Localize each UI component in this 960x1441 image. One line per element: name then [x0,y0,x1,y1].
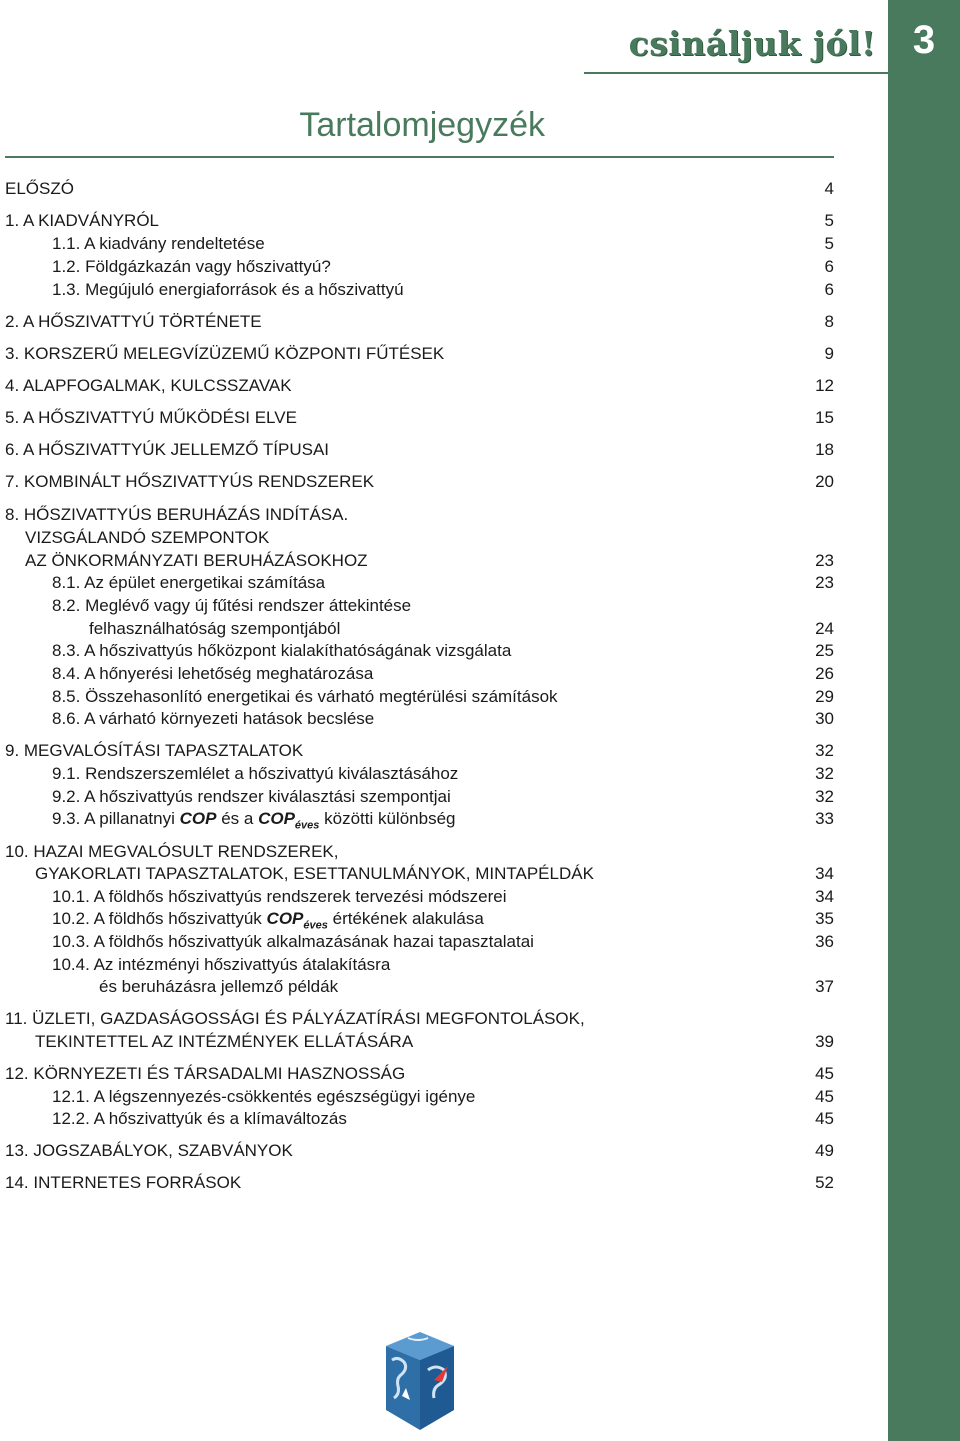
toc-entry-text[interactable]: felhasználhatóság szempontjából [89,619,341,638]
toc-entry-text[interactable]: 3. KORSZERŰ MELEGVÍZÜZEMŰ KÖZPONTI FŰTÉSEK [5,344,445,363]
cop-annual-term: $COP_{éves}$ [258,809,320,832]
toc-entry-text[interactable]: AZ ÖNKORMÁNYZATI BERUHÁZÁSOKHOZ [25,551,368,570]
toc-entry-page[interactable]: 34 [815,887,834,906]
toc-entry-text[interactable]: 10.3. A földhős hőszivattyúk alkalmazásának hazai tapasztalatai [52,932,534,951]
toc-entry-text[interactable]: 9.2. A hőszivattyús rendszer kiválasztási szempontjai [52,787,451,806]
toc-entry-page[interactable]: 45 [815,1087,834,1106]
toc-entry-text-after: közötti különbség [324,809,456,828]
toc-entry-text[interactable]: 12.2. A hőszivattyúk és a klímaváltozás [52,1109,347,1128]
toc-entry-page[interactable]: 45 [815,1109,834,1128]
toc-entry-text[interactable]: 13. JOGSZABÁLYOK, SZABVÁNYOK [5,1141,293,1160]
cop-subscript: éves [294,819,320,832]
toc-entry-page[interactable]: 20 [815,472,834,491]
toc-entry-text[interactable]: 8.2. Meglévő vagy új fűtési rendszer áttekintése [52,596,412,615]
brand-slogan: csináljuk jól! [628,24,876,63]
toc-entry-text[interactable] [52,808,456,836]
toc-entry-text[interactable]: 8. HŐSZIVATTYÚS BERUHÁZÁS INDÍTÁSA. [5,505,349,524]
toc-entry-text-after: értékének alakulása [332,909,484,928]
toc-entry-text[interactable]: és beruházásra jellemző példák [99,977,339,996]
toc-entry-text[interactable]: 9. MEGVALÓSÍTÁSI TAPASZTALATOK [5,741,304,760]
toc-entry-text[interactable]: 14. INTERNETES FORRÁSOK [5,1173,242,1192]
toc-entry-text[interactable]: 12.1. A légszennyezés-csökkentés egészségügyi igénye [52,1087,476,1106]
page-title: Tartalomjegyzék [299,106,545,144]
toc-entry-page[interactable]: 45 [815,1064,834,1083]
toc-entry-page[interactable]: 35 [815,909,834,928]
toc-entry-page[interactable]: 5 [824,234,834,253]
toc-entry-page[interactable]: 32 [815,764,834,783]
toc-entry-text[interactable]: 8.4. A hőnyerési lehetőség meghatározása [52,664,374,683]
toc-entry-text[interactable]: 8.3. A hőszivattyús hőközpont kialakíthatóságának vizsgálata [52,641,512,660]
toc-entry-text[interactable]: 1.1. A kiadvány rendeltetése [52,234,265,253]
toc-entry-text-before: 10.2. A földhős hőszivattyúk [52,909,262,928]
toc-entry-text[interactable]: VIZSGÁLANDÓ SZEMPONTOK [25,528,270,547]
cop-subscript: éves [303,919,328,932]
toc-entry-page[interactable]: 32 [815,741,834,760]
toc-entry-page[interactable]: 15 [815,408,834,427]
toc-entry-page[interactable]: 5 [824,211,834,230]
toc-entry-text[interactable]: 1.3. Megújuló energiaforrások és a hőszivattyú [52,280,404,299]
toc-entry-text[interactable]: 8.5. Összehasonlító energetikai és várható megtérülési számítások [52,687,558,706]
toc-entry-text[interactable]: 12. KÖRNYEZETI ÉS TÁRSADALMI HASZNOSSÁG [5,1064,406,1083]
toc-entry-text[interactable]: 5. A HŐSZIVATTYÚ MŰKÖDÉSI ELVE [5,408,297,427]
toc-entry-text[interactable]: 2. A HŐSZIVATTYÚ TÖRTÉNETE [5,312,262,331]
toc-entry-text-mid: és a [221,809,254,828]
toc-entry-page[interactable]: 8 [824,312,834,331]
cop-term: COP [179,809,217,828]
toc-entry-text[interactable]: GYAKORLATI TAPASZTALATOK, ESETTANULMÁNYOK, MINTAPÉLDÁK [35,864,594,883]
cop-annual-term: $COP_{éves}$ [266,909,328,932]
toc-entry-text[interactable]: 10. HAZAI MEGVALÓSULT RENDSZEREK, [5,842,339,861]
toc-entry-page[interactable]: 33 [815,809,834,828]
toc-entry-text[interactable]: 4. ALAPFOGALMAK, KULCSSZAVAK [5,376,292,395]
toc-entry-text[interactable]: 6. A HŐSZIVATTYÚK JELLEMZŐ TÍPUSAI [5,440,330,459]
page-number: 3 [912,18,936,62]
toc-entry-text[interactable]: 8.6. A várható környezeti hatások becslése [52,709,375,728]
toc-entry-page[interactable]: 4 [824,179,834,198]
toc-entry-page[interactable]: 12 [815,376,834,395]
toc-entry-page[interactable]: 23 [815,573,834,592]
toc-entry-text[interactable]: 10.4. Az intézményi hőszivattyús átalakításra [52,955,391,974]
toc-entry-text[interactable]: 9.1. Rendszerszemlélet a hőszivattyú kiválasztásához [52,764,459,783]
toc-entry-text[interactable]: 8.1. Az épület energetikai számítása [52,573,326,592]
toc-entry-text[interactable]: 1. A KIADVÁNYRÓL [5,211,160,230]
toc-entry-page[interactable]: 6 [824,257,834,276]
toc-entry-text-before: 9.3. A pillanatnyi [52,809,175,828]
toc-entry-page[interactable]: 24 [815,619,834,638]
toc-entry-page[interactable]: 9 [824,344,834,363]
toc-entry-text[interactable]: 7. KOMBINÁLT HŐSZIVATTYÚS RENDSZEREK [5,472,375,491]
toc-entry-text[interactable]: ELŐSZÓ [5,179,74,198]
toc-entry-page[interactable]: 6 [824,280,834,299]
toc-entry-page[interactable]: 37 [815,977,834,996]
toc-entry-page[interactable]: 39 [815,1032,834,1051]
toc-entry-text[interactable]: 11. ÜZLETI, GAZDASÁGOSSÁGI ÉS PÁLYÁZATÍRÁSI MEGFONTOLÁSOK, [5,1009,585,1028]
toc-entry-text[interactable]: TEKINTETTEL AZ INTÉZMÉNYEK ELLÁTÁSÁRA [35,1032,414,1051]
toc-entry-page[interactable]: 18 [815,440,834,459]
toc-entry-page[interactable]: 36 [815,932,834,951]
toc-entry-page[interactable]: 23 [815,551,834,570]
toc-entry-page[interactable]: 26 [815,664,834,683]
globe-cube-logo-icon [382,1330,458,1432]
toc-entry-page[interactable]: 32 [815,787,834,806]
toc-entry-page[interactable]: 49 [815,1141,834,1160]
toc-entry-text[interactable]: 10.1. A földhős hőszivattyús rendszerek tervezési módszerei [52,887,507,906]
toc-entry-page[interactable]: 25 [815,641,834,660]
toc-entry-page[interactable]: 52 [815,1173,834,1192]
toc-entry-page[interactable]: 34 [815,864,834,883]
toc-entry-text[interactable]: 1.2. Földgázkazán vagy hőszivattyú? [52,257,331,276]
toc-entry-page[interactable]: 29 [815,687,834,706]
toc-entry-page[interactable]: 30 [815,709,834,728]
